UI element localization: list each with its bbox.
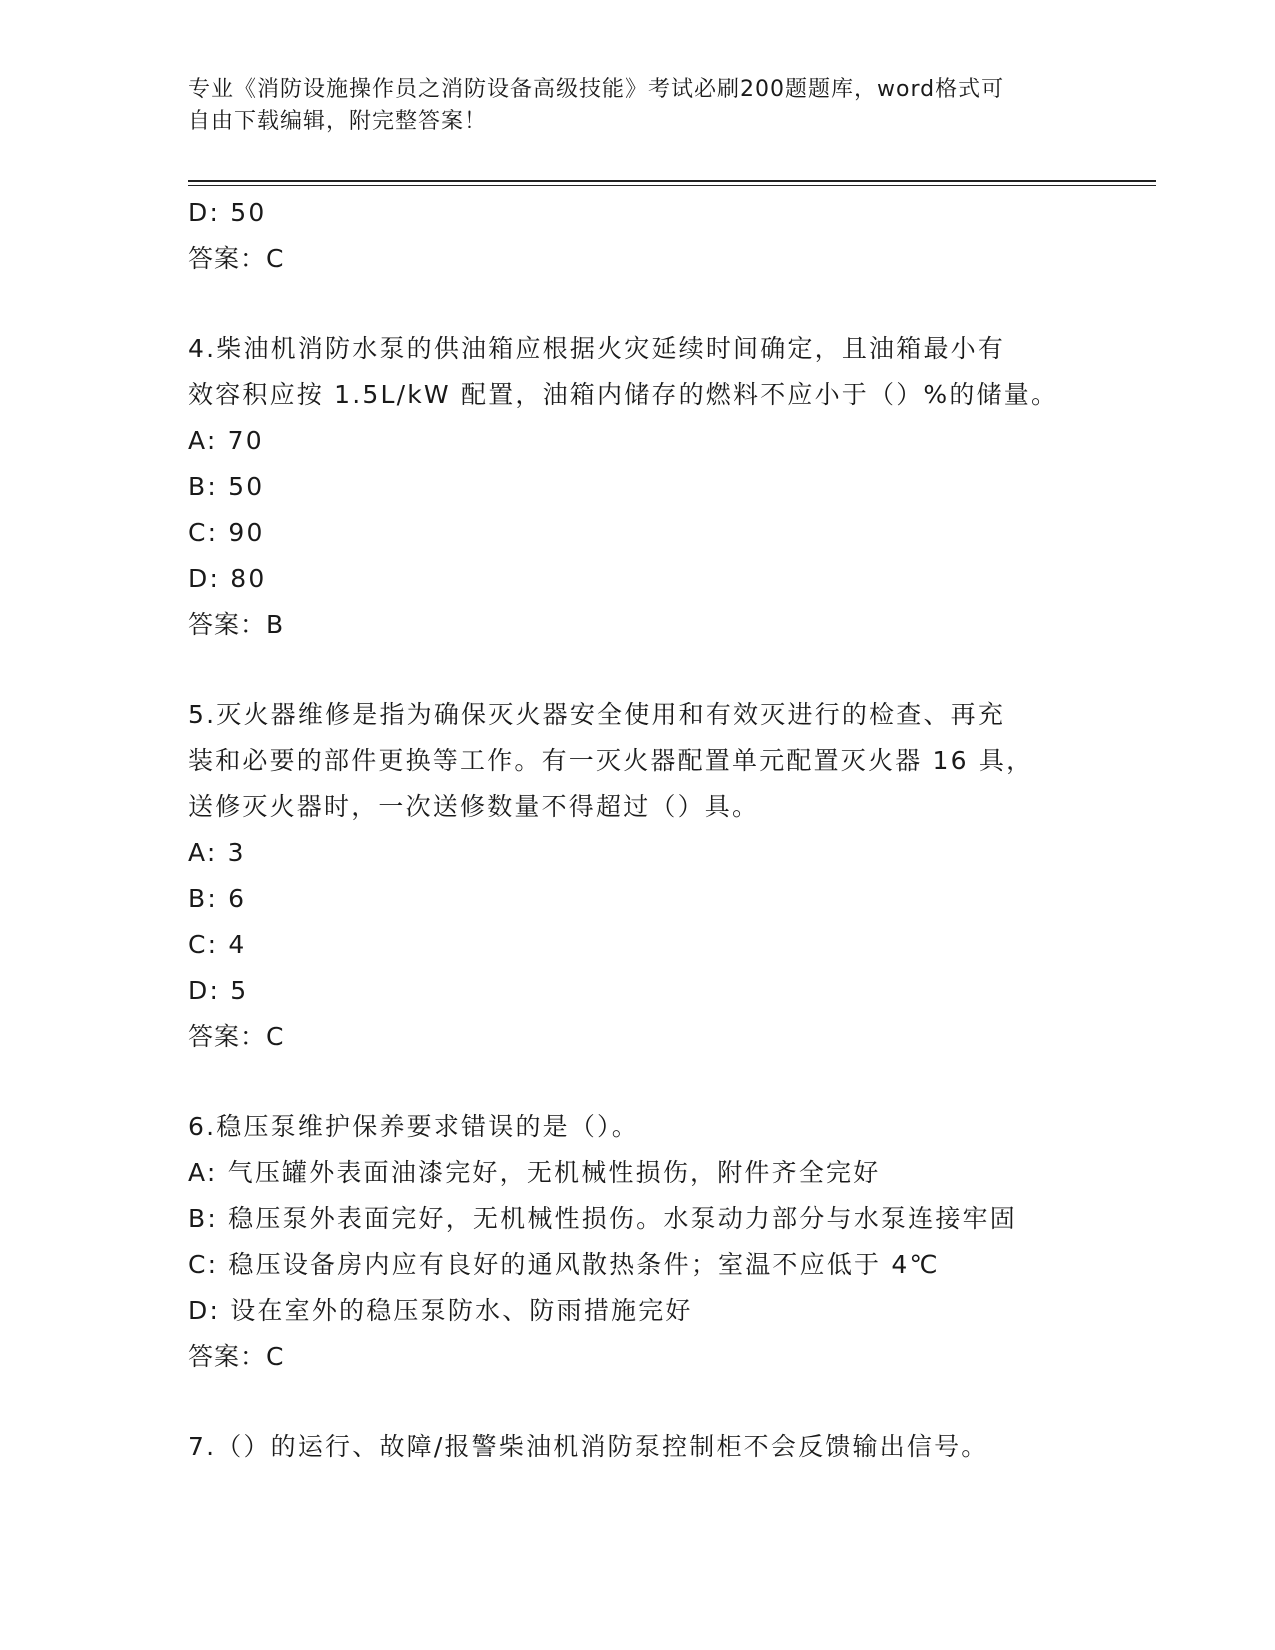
option-a: A: 气压罐外表面油漆完好，无机械性损伤，附件齐全完好 [188, 1158, 881, 1187]
option-b: B: 6 [188, 884, 247, 913]
question-list [188, 190, 1088, 1470]
spacer [188, 1380, 1088, 1424]
question-7 [188, 1424, 1088, 1470]
option-d: D: 80 [188, 564, 267, 593]
option-d: D: 设在室外的稳压泵防水、防雨措施完好 [188, 1296, 693, 1325]
option-b: B: 50 [188, 472, 265, 501]
header-title-line-2: 自由下载编辑，附完整答案！ [188, 109, 488, 134]
option-c: C: 4 [188, 930, 247, 959]
option-c: C: 90 [188, 518, 265, 547]
option-a: A: 3 [188, 838, 246, 867]
answer-line: 答案：C [188, 244, 285, 273]
option-d: D: 5 [188, 976, 249, 1005]
question-stem: 5.灭火器维修是指为确保灭火器安全使用和有效灭进行的检查、再充 [188, 700, 1006, 729]
question-stem: 效容积应按 1.5L/kW 配置，油箱内储存的燃料不应小于（）%的储量。 [188, 380, 1059, 409]
option-b: B: 稳压泵外表面完好，无机械性损伤。水泵动力部分与水泵连接牢固 [188, 1204, 1017, 1233]
page-header [188, 74, 1088, 138]
question-6 [188, 1104, 1088, 1380]
question-stem: 送修灭火器时，一次送修数量不得超过（）具。 [188, 792, 760, 821]
spacer [188, 282, 1088, 326]
question-4 [188, 326, 1088, 648]
header-title-line-1: 专业《消防设施操作员之消防设备高级技能》考试必刷200题题库，word格式可 [188, 77, 1005, 102]
question-5 [188, 692, 1088, 1060]
option-c: C: 稳压设备房内应有良好的通风散热条件；室温不应低于 4℃ [188, 1250, 940, 1279]
question-stem: 装和必要的部件更换等工作。有一灭火器配置单元配置灭火器 16 具， [188, 746, 1034, 775]
spacer [188, 1060, 1088, 1104]
question-stem: 7.（）的运行、故障/报警柴油机消防泵控制柜不会反馈输出信号。 [188, 1432, 989, 1461]
previous-question-tail [188, 190, 1088, 282]
spacer [188, 648, 1088, 692]
header-divider-thick [188, 180, 1156, 182]
question-stem: 4.柴油机消防水泵的供油箱应根据火灾延续时间确定，且油箱最小有 [188, 334, 1006, 363]
option-a: A: 70 [188, 426, 264, 455]
answer-line: 答案：C [188, 1342, 285, 1371]
answer-line: 答案：B [188, 610, 285, 639]
question-stem: 6.稳压泵维护保养要求错误的是（）。 [188, 1112, 639, 1141]
header-divider-thin [188, 185, 1156, 186]
option-d: D: 50 [188, 198, 267, 227]
answer-line: 答案：C [188, 1022, 285, 1051]
